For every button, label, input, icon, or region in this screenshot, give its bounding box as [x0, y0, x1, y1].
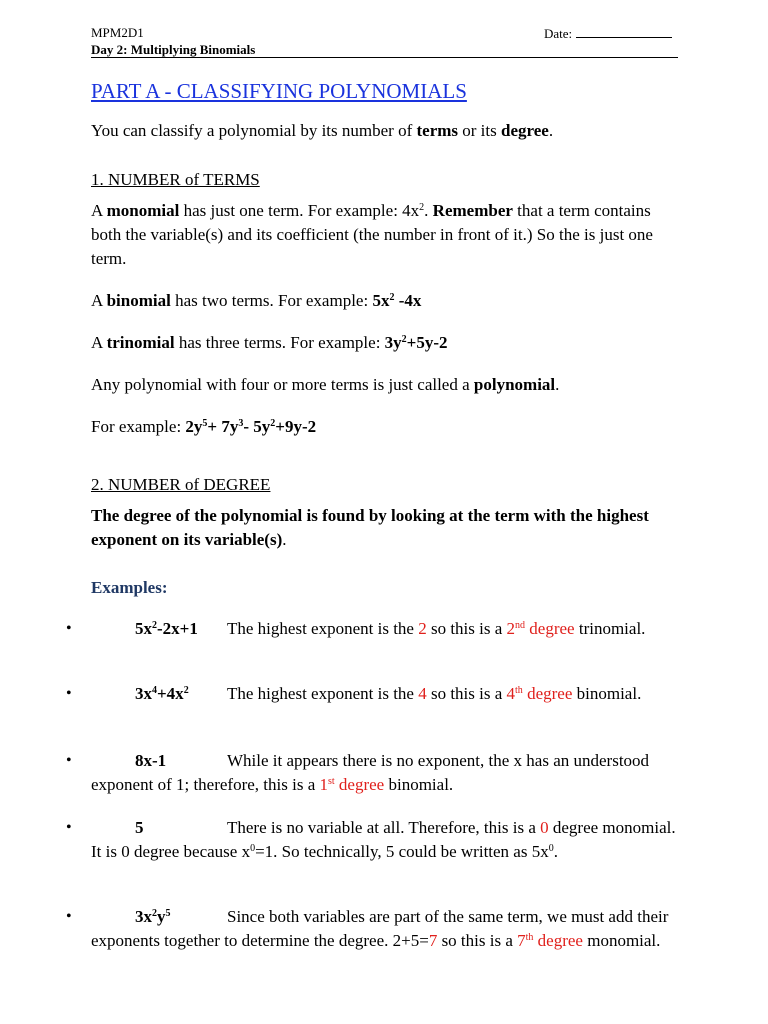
example-4-expression: 5: [135, 818, 144, 837]
trinomial-paragraph: A trinomial has three terms. For example: $3y^2+5y-2$: [91, 333, 448, 352]
date-label: Date:: [544, 26, 573, 41]
example-5-description: Since both variables are part of the same term, we must add their exponents together to determine the degree. 2+5=7 so this is a 7th degree monomial.: [91, 907, 669, 950]
section-1-heading: 1. NUMBER of TERMS: [91, 170, 260, 189]
example-2-expression: $3x^4+4x^2$: [135, 684, 189, 703]
lesson-title: Day 2: Multiplying Binomials: [91, 42, 256, 57]
monomial-word: monomial: [106, 201, 180, 220]
bullet-icon: •: [66, 908, 72, 925]
bullet-icon: •: [66, 685, 72, 702]
examples-label: Examples:: [91, 578, 168, 597]
binomial-paragraph: A binomial has two terms. For example: $5x^2$ -4x: [91, 291, 422, 310]
polynomial-word: polynomial: [473, 375, 556, 394]
binomial-example: $5x^2$ -4x: [372, 291, 422, 310]
example-3-description: While it appears there is no exponent, the x has an understood exponent of 1; therefore, this is a 1st degree binomial.: [91, 751, 650, 794]
polynomial-example: For example: $2y^5+ 7y^3-$ $5y^2+9y-2$: [91, 417, 317, 436]
monomial-paragraph: A monomial has just one term. For example: $4x^2$. Remember that a term contains both the variable(s) and its coefficient (the number in front of it.) So the is just one term.: [91, 201, 653, 268]
date-field: [544, 25, 672, 41]
bullet-icon: •: [66, 620, 72, 637]
part-a-title: PART A - CLASSIFYING POLYNOMIALS: [91, 79, 467, 103]
intro-paragraph: You can classify a polynomial by its number of terms or its degree.: [91, 121, 554, 140]
example-2-description: The highest exponent is the 4 so this is a 4th degree binomial.: [227, 684, 642, 703]
trinomial-word: trinomial: [106, 333, 175, 352]
terms-word: terms: [416, 121, 459, 140]
course-code: MPM2D1: [91, 25, 144, 40]
date-blank-line: [576, 25, 672, 38]
example-3-expression: 8x-1: [135, 751, 167, 770]
example-4-description: There is no variable at all. Therefore, this is a 0 degree monomial. It is 0 degree because $x^0=1$. So technically, 5 could be written as $5x^0$.: [91, 818, 676, 861]
example-1-description: The highest exponent is the 2 so this is a 2nd degree trinomial.: [227, 619, 646, 638]
remember-word: Remember: [432, 201, 513, 220]
degree-rule: The degree of the polynomial is found by looking at the term with the highest exponent on its variable(s).: [91, 506, 649, 549]
bullet-icon: •: [66, 819, 72, 836]
polynomial-paragraph: Any polynomial with four or more terms is just called a polynomial.: [91, 375, 560, 394]
degree-word: degree: [501, 121, 549, 140]
header-divider: [91, 57, 678, 58]
binomial-word: binomial: [106, 291, 171, 310]
bullet-icon: •: [66, 752, 72, 769]
example-5-expression: $3x^2y^5$: [135, 907, 171, 926]
trinomial-example: $3y^2+5y-2$: [384, 333, 448, 352]
section-2-heading: 2. NUMBER of DEGREE: [91, 475, 271, 494]
example-1-expression: $5x^2-2x+1$: [135, 619, 198, 638]
